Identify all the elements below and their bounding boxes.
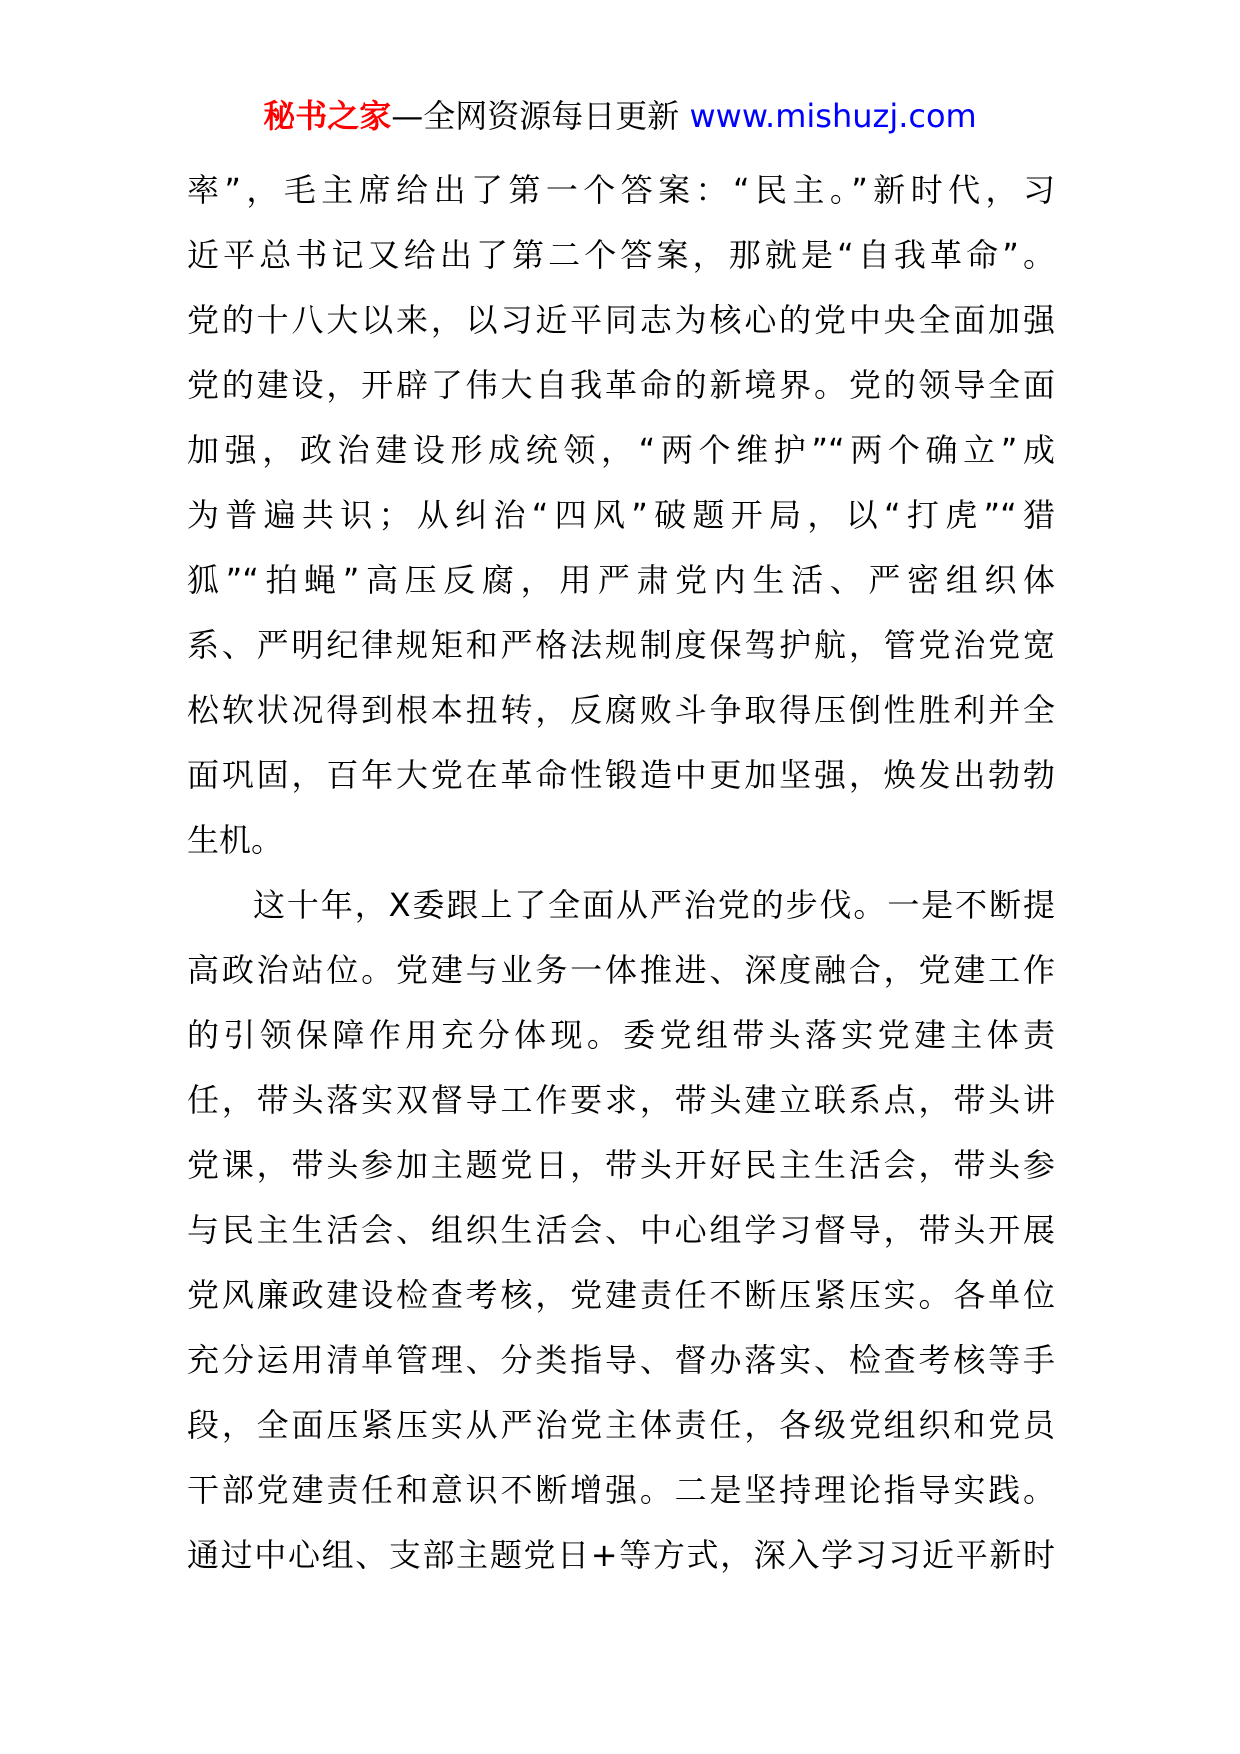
text-line: 任，带头落实双督导工作要求，带头建立联系点，带头讲 [187,1081,1055,1119]
text-line: 党的建设，开辟了伟大自我革命的新境界。党的领导全面 [187,366,1055,404]
text-line: 与民主生活会、组织生活会、中心组学习督导，带头开展 [187,1211,1055,1249]
site-tagline: —全网资源每日更新 [391,97,680,135]
text-line: 党课，带头参加主题党日，带头开好民主生活会，带头参 [187,1146,1055,1184]
text-line: 狐”“拍蝇”高压反腐，用严肃党内生活、严密组织体 [187,561,1055,599]
text-line: 通过中心组、支部主题党日+等方式，深入学习习近平新时 [187,1536,1055,1574]
text-line: 面巩固，百年大党在革命性锻造中更加坚强，焕发出勃勃 [187,756,1055,794]
text-line: 松软状况得到根本扭转，反腐败斗争取得压倒性胜利并全 [187,691,1055,729]
site-url[interactable]: www.mishuzj.com [689,97,977,135]
text-line: 系、严明纪律规矩和严格法规制度保驾护航，管党治党宽 [187,626,1055,664]
text-line: 高政治站位。党建与业务一体推进、深度融合，党建工作 [187,951,1055,989]
text-line: 党风廉政建设检查考核，党建责任不断压紧压实。各单位 [187,1276,1055,1314]
text-line: 党的十八大以来，以习近平同志为核心的党中央全面加强 [187,301,1055,339]
paragraph [187,873,1055,1588]
text-line: 生机。 [187,821,284,859]
paragraph [187,158,1055,873]
text-line: 充分运用清单管理、分类指导、督办落实、检查考核等手 [187,1341,1055,1379]
text-line: 率”，毛主席给出了第一个答案：“民主。”新时代，习 [187,171,1055,209]
text-line: 这十年，X委跟上了全面从严治党的步伐。一是不断提 [253,886,1055,924]
text-line: 近平总书记又给出了第二个答案，那就是“自我革命”。 [187,236,1055,274]
text-line: 的引领保障作用充分体现。委党组带头落实党建主体责 [187,1016,1055,1054]
text-line: 段，全面压紧压实从严治党主体责任，各级党组织和党员 [187,1406,1055,1444]
document-body [187,158,1055,1588]
text-line: 加强，政治建设形成统领，“两个维护”“两个确立”成 [187,431,1055,469]
text-line: 干部党建责任和意识不断增强。二是坚持理论指导实践。 [187,1471,1055,1509]
page-header [0,96,1240,136]
site-brand: 秘书之家 [263,97,392,135]
text-line: 为普遍共识；从纠治“四风”破题开局，以“打虎”“猎 [187,496,1055,534]
